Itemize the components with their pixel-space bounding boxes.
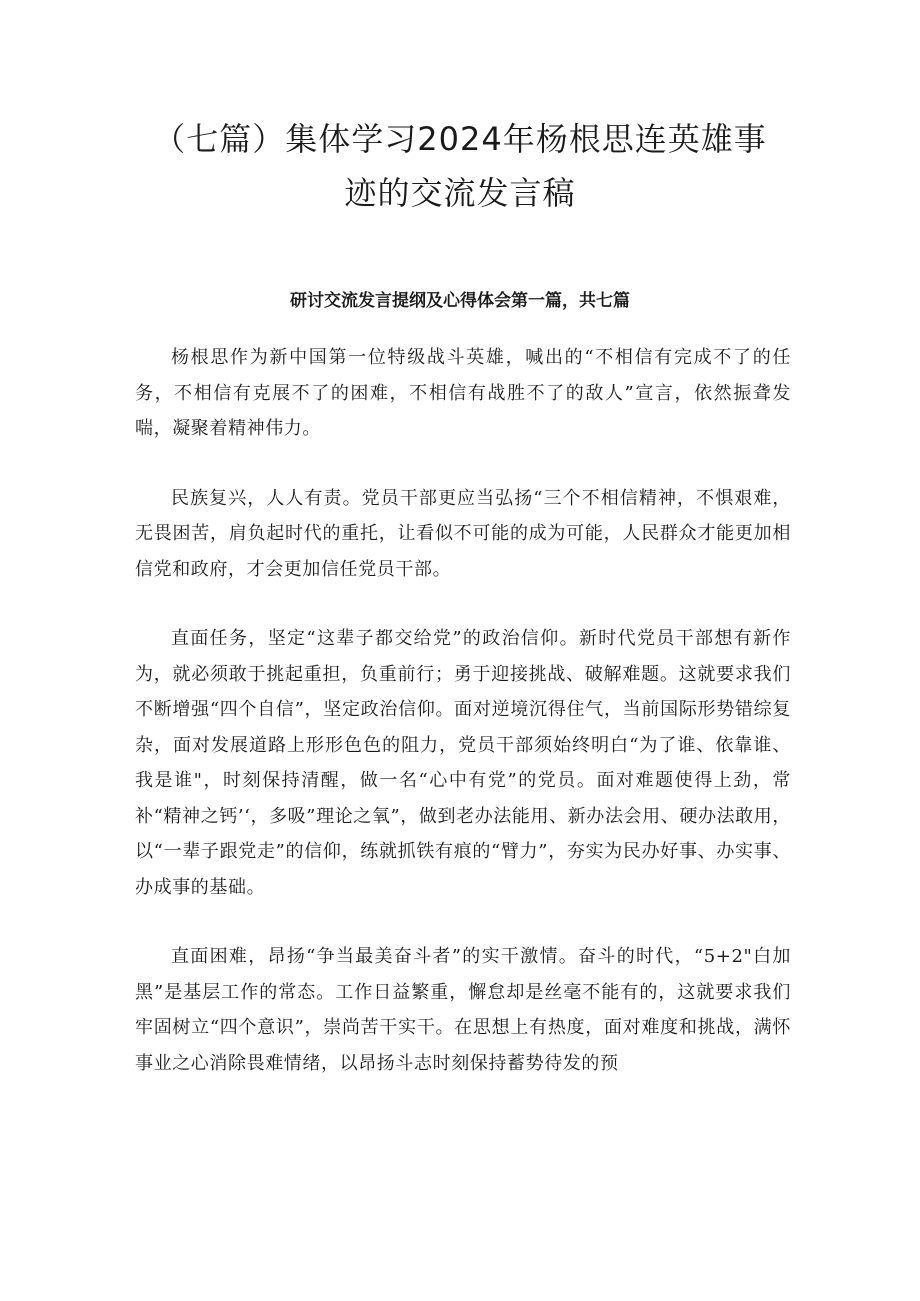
paragraph-1: 杨根思作为新中国第一位特级战斗英雄，喊出的“不相信有完成不了的任务，不相信有克展不了的困难，不相信有战胜不了的敌人”宣言，依然振聋发喘，凝聚着精神伟力。: [135, 347, 791, 439]
document-subtitle: 研讨交流发言提纲及心得体会第一篇，共七篇: [290, 291, 630, 311]
title-line-2: 迹的交流发言稿: [344, 174, 576, 212]
document-title: [100, 112, 820, 220]
paragraph-4: 直面困难，昂扬“争当最美奋斗者”的实干激情。奋斗的时代，“5+2"白加黑”是基层工作的常态。工作日益繁重，懈怠却是丝毫不能有的，这就要求我们牢固树立“四个意识”，崇尚苦干实干。在思想上有热度，面对难度和挑战，满怀事业之心消除畏难情绪，以昂扬斗志时刻保持蓄势待发的预: [135, 946, 791, 1074]
paragraph-2: 民族复兴，人人有责。党员干部更应当弘扬“三个不相信精神，不惧艰难，无畏困苦，肩负起时代的重托，让看似不可能的成为可能，人民群众才能更加相信党和政府，才会更加信任党员干部。: [135, 487, 791, 580]
paragraph-3: 直面任务，坚定“这辈子都交给党”的政治信仰。新时代党员干部想有新作为，就必须敢于挑起重担，负重前行；勇于迎接挑战、破解难题。这就要求我们不断增强“四个自信”，坚定政治信仰。面对逆境沉得住气，当前国际形势错综复杂，面对发展道路上形形色色的阻力，党员干部须始终明白“为了谁、依靠谁、我是谁"，时刻保持清醒，做一名“心中有党”的党员。面对难题使得上劲，常补“精神之钙’‘，多吸”理论之氧”，做到老办法能用、新办法会用、硬办法敢用，以“一辈子跟党走”的信仰，练就抓铁有痕的“臂力”，夯实为民办好事、办实事、办成事的基础。: [135, 628, 791, 898]
document-body: [135, 340, 791, 1115]
title-line-1: （七篇）集体学习2024年杨根思连英雄事: [153, 120, 767, 158]
